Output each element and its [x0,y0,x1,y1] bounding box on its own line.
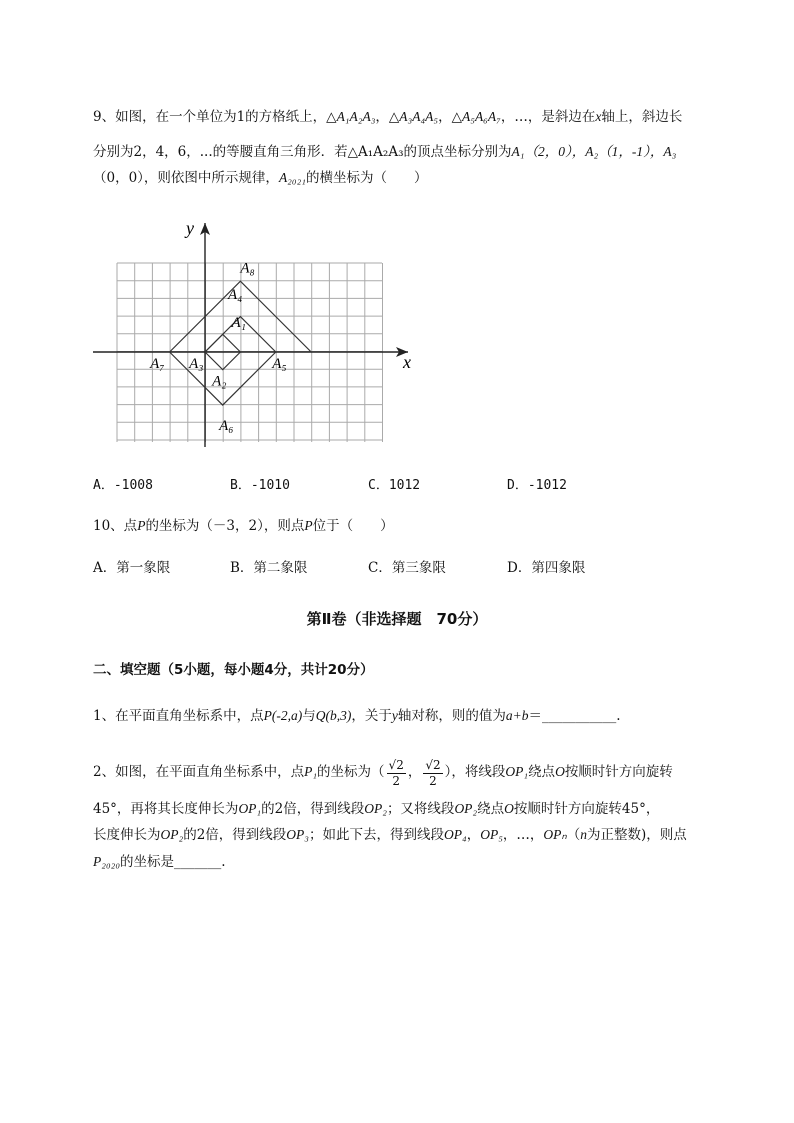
q10-option-a[interactable]: A．第一象限 [93,560,171,576]
label-a1: A₁ [231,315,246,332]
label-a5: A₅ [272,355,287,372]
label-a8: A₈ [240,260,255,277]
section-title: 二、填空题（5小题，每小题4分，共计20分） [93,662,374,678]
q10-option-d[interactable]: D．第四象限 [507,560,586,576]
y-axis-label: y [186,218,194,238]
q10-stem: 10、点P的坐标为（－3，2），则点P位于（ ） [93,518,394,534]
q9-line1: 9、如图，在一个单位为1的方格纸上，△A₁A₂A₃，△A₃A₄A₅，△A₅A₆A₇，…，是斜边在x轴上，斜边长 [93,109,683,125]
f1-stem: 1、在平面直角坐标系中，点P(-2,a)与Q(b,3)，关于y轴对称，则的值为a+b＝___________. [93,708,621,724]
fraction: $\frac{√2}{2}$ [388,758,404,788]
q9-option-a[interactable]: A．-1008 [93,478,153,493]
triangle-figure [90,215,430,450]
f2-line2: 45°，再将其长度伸长为OP₁的2倍，得到线段OP₂；又将线段OP₂绕点O按顺时针方向旋转45°， [93,801,660,817]
label-a7: A₇ [150,355,165,372]
q10-option-b[interactable]: B．第二象限 [230,560,308,576]
q9-option-c[interactable]: C．1012 [368,478,421,493]
label-a6: A₆ [219,417,234,434]
label-a2: A₂ [212,373,227,390]
label-a3: A₃ [189,355,204,372]
q9-option-b[interactable]: B．-1010 [230,478,290,493]
fraction: $\frac{√2}{2}$ [425,758,441,788]
f2-line4: P₂₀₂₀的坐标是_______. [93,854,226,870]
q9-line3: （0，0），则依图中所示规律，A₂₀₂₁的横坐标为（ ） [93,170,428,186]
label-a4: A₄ [228,286,243,303]
q9-option-d[interactable]: D．-1012 [507,478,567,493]
q9-line2: 分别为2，4，6，...的等腰直角三角形．若△A₁A₂A₃的顶点坐标分别为A₁（2，0），A₂（1，-1），A₃ [93,144,677,160]
x-axis-label: x [403,352,411,372]
q10-option-c[interactable]: C．第三象限 [368,560,446,576]
f2-line3: 长度伸长为OP₂的2倍，得到线段OP₃；如此下去，得到线段OP₄，OP₅，…，OPₙ（n为正整数)，则点 [93,827,687,843]
axes [93,223,408,447]
f2-line1: 2、如图，在平面直角坐标系中，点P₁的坐标为（ $\frac{√2}{2}$ ， $\frac{√2}{2}$ ），将线段OP₁绕点O按顺时针方向旋转 [93,758,673,788]
part2-heading: 第Ⅱ卷（非选择题 70分） [306,610,488,628]
